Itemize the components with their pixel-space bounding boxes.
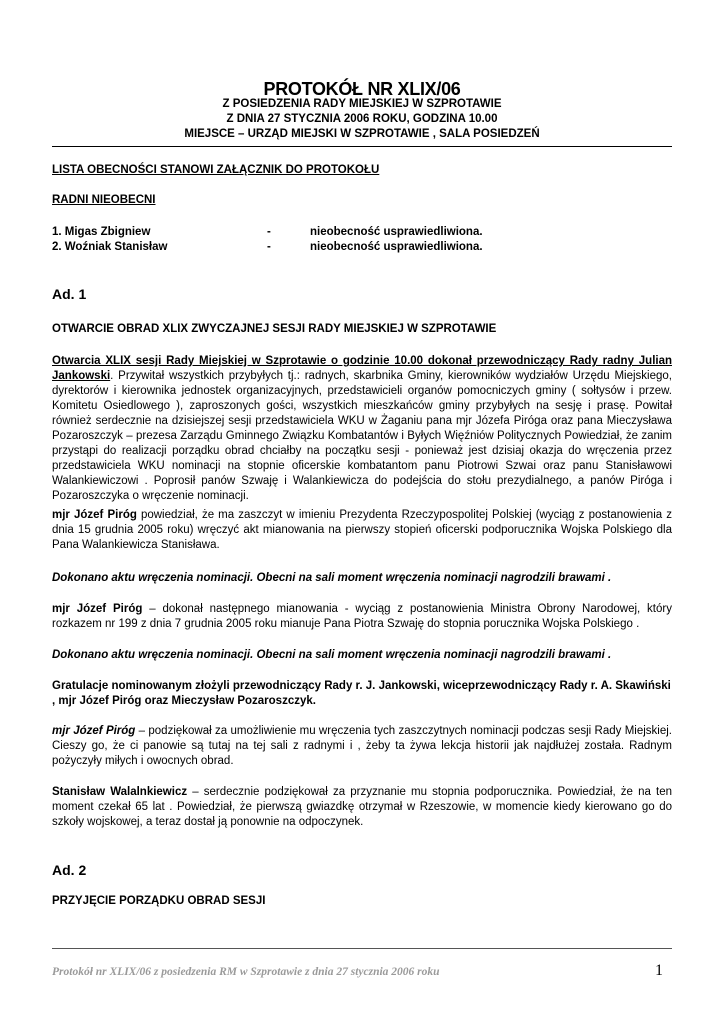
absent-name: 1. Migas Zbigniew <box>52 226 151 238</box>
opening-text: . Przywitał wszystkich przybyłych tj.: radnych, skarbnika Gminy, kierowników wydziałów Urzędu Miejskiego, dyrektorów i kierownika jednostek organizacyjnych, przedstawicieli organów pomocniczych gminy ( sołtysów i przew. Komitetu Osiedlowego ), zaproszonych gości, wszystkich mieszkańców gminy przybyłych na sesję i prasę. Powitał również serdecznie na dzisiejszej sesji przedstawiciela WKU w Żaganiu pana mjr Józefa Piróga oraz pana Mieczysława Pozaroszczyk – prezesa Zarządu Gminnego Związku Kombatantów i Byłych Więźniów Politycznych Powiedział, że zanim przystąpi do realizacji porządku obrad chciałby na początku sesji - ponieważ jest dzisiaj okazja do wręczenia przez przedstawiciela WKU nominacji na stopnie oficerskie kombatantom panu Piotrowi Szwai oraz panu Stanisławowi Walankiewiczowi . Poprosił panów Szwaję i Walankiewicza do podejścia do stołu prezydialnego, a panów Piróga i Pozaroszczyka o wręczenie nominacji. <box>52 370 672 502</box>
ad2-heading: PRZYJĘCIE PORZĄDKU OBRAD SESJI <box>52 895 266 907</box>
ad1-paragraph-walankiewicz <box>52 785 672 830</box>
ad1-label: Ad. 1 <box>52 286 87 302</box>
absent-name: 2. Woźniak Stanisław <box>52 241 168 253</box>
absent-row <box>52 240 167 255</box>
ad1-paragraph-pirog-2 <box>52 602 672 632</box>
absent-row <box>52 225 150 240</box>
ad1-paragraph-opening <box>52 354 672 504</box>
page-number: 1 <box>655 962 663 979</box>
ad1-paragraph-pirog-1 <box>52 508 672 553</box>
absent-note: nieobecność usprawiedliwiona. <box>310 226 483 238</box>
ad1-note-2: Dokonano aktu wręczenia nominacji. Obecni na sali moment wręczenia nominacji nagrodzili brawami . <box>52 649 612 661</box>
document-title: PROTOKÓŁ NR XLIX/06 <box>263 79 461 99</box>
ad1-paragraph-pirog-3 <box>52 724 672 769</box>
attendance-heading: LISTA OBECNOŚCI STANOWI ZAŁĄCZNIK DO PROTOKOŁU <box>52 164 380 176</box>
header-line-1: Z POSIEDZENIA RADY MIEJSKIEJ W SZPROTAWIE <box>222 98 502 110</box>
speaker-name: mjr Józef Piróg <box>52 603 143 615</box>
speaker-name: mjr Józef Piróg <box>52 725 136 737</box>
absent-dash: - <box>267 226 271 238</box>
header-divider <box>52 146 672 147</box>
opening-lead: Otwarcia XLIX sesji Rady Miejskiej w Szprotawie o godzinie 10.00 dokonał przewodniczący Rady radny Julian Jankowski <box>52 355 672 382</box>
ad1-heading: OTWARCIE OBRAD XLIX ZWYCZAJNEJ SESJI RADY MIEJSKIEJ W SZPROTAWIE <box>52 323 497 335</box>
ad1-note-1: Dokonano aktu wręczenia nominacji. Obecni na sali moment wręczenia nominacji nagrodzili brawami . <box>52 572 612 584</box>
footer-text: Protokół nr XLIX/06 z posiedzenia RM w Szprotawie z dnia 27 stycznia 2006 roku <box>52 966 440 978</box>
absent-heading: RADNI NIEOBECNI <box>52 194 156 206</box>
absent-note: nieobecność usprawiedliwiona. <box>310 241 483 253</box>
speaker-name: Stanisław Walalnkiewicz <box>52 786 188 798</box>
header-line-2: Z DNIA 27 STYCZNIA 2006 ROKU, GODZINA 10.00 <box>226 113 498 125</box>
speaker-text: – dokonał następnego mianowania - wyciąg z postanowienia Ministra Obrony Narodowej, który rozkazem nr 199 z dnia 7 grudnia 2005 roku mianuje Pana Piotra Szwaję do stopnia porucznika Wojska Polskiego . <box>52 603 672 630</box>
footer-divider <box>52 948 672 949</box>
speaker-text: powiedział, że ma zaszczyt w imieniu Prezydenta Rzeczypospolitej Polskiej (wyciąg z postanowienia z dnia 15 grudnia 2005 roku) wręczyć akt mianowania na pierwszy stopień oficerski podporucznika Wojska Polskiego dla Pana Walankiewicza Stanisława. <box>52 509 672 551</box>
ad2-label: Ad. 2 <box>52 862 87 878</box>
speaker-text: – serdecznie podziękował za przyznanie mu stopnia podporucznika. Powiedział, że na ten moment czekał 65 lat . Powiedział, że pierwszą gwiazdkę otrzymał w Rzeszowie, w momencie kiedy kierowano go do szkoły wojskowej, a teraz dostał ją ponownie na odpoczynek. <box>52 786 673 828</box>
header-line-3: MIEJSCE – URZĄD MIEJSKI W SZPROTAWIE , SALA POSIEDZEŃ <box>184 128 540 140</box>
ad1-congratulations: Gratulacje nominowanym złożyli przewodniczący Rady r. J. Jankowski, wiceprzewodniczący Rady r. A. Skawiński , mjr Józef Piróg oraz Mieczysław Pozaroszczyk. <box>52 680 671 707</box>
speaker-name: mjr Józef Piróg <box>52 509 137 521</box>
absent-dash: - <box>267 241 271 253</box>
speaker-text: – podziękował za umożliwienie mu wręczenia tych zaszczytnych nominacji podczas sesji Rady Miejskiej. Cieszy go, że ci panowie są tutaj na tej sali z radnymi i , żeby ta żywa lekcja historii jak najdłużej została. Radnym pożyczyły miłych i owocnych obrad. <box>52 725 672 767</box>
